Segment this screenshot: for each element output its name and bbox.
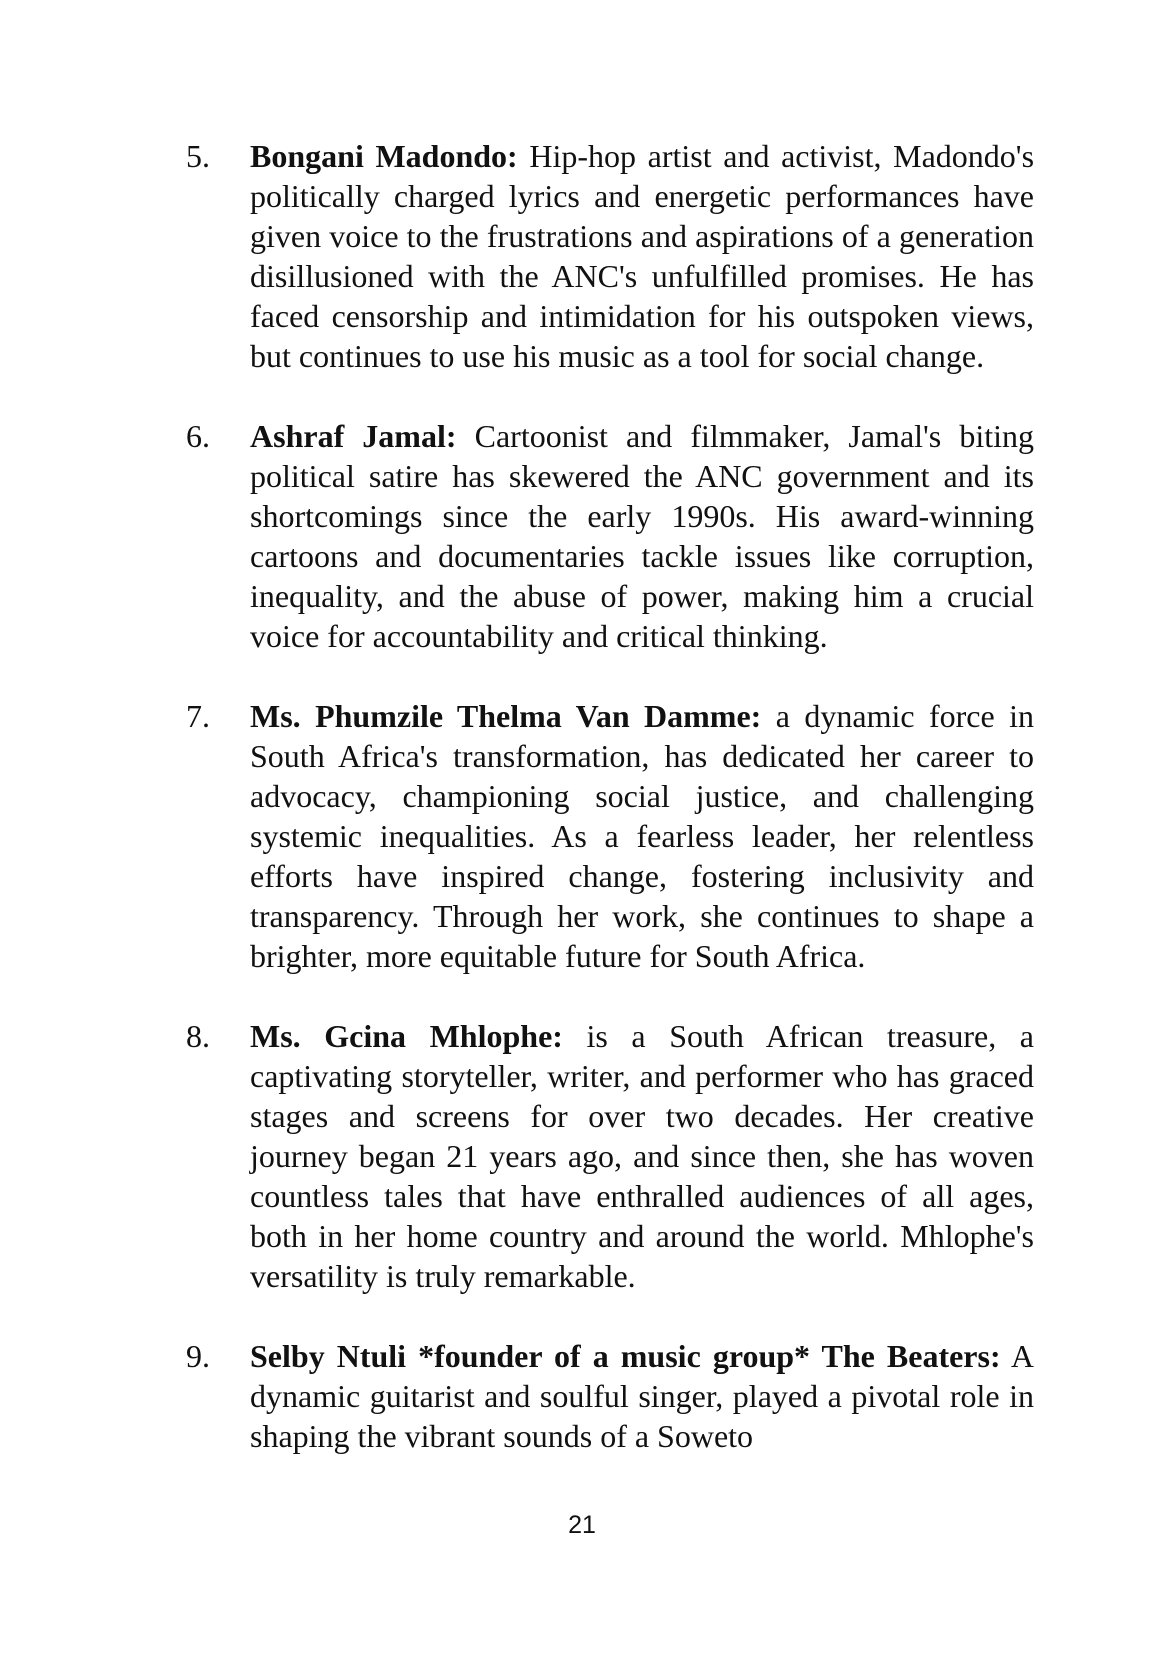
item-number: 9. — [186, 1338, 210, 1374]
item-name: Ms. Gcina Mhlophe: — [250, 1018, 563, 1054]
item-text: A dynamic guitarist and soulful singer, played a pivotal role in shaping the vibrant sounds of a Soweto — [250, 1338, 1035, 1454]
item-name: Ashraf Jamal: — [250, 418, 457, 454]
item-text: is a South African treasure, a captivating storyteller, writer, and performer who has graced stages and screens for over two decades. Her creative journey began 21 years ago, and since then, she has woven countless tales that have enthralled audiences of all ages, both in her home country and around the world. Mhlophe's versatility is truly remarkable. — [250, 1018, 1035, 1294]
list-item — [186, 416, 1034, 656]
list-item — [186, 1336, 1034, 1456]
list-item — [186, 136, 1034, 376]
item-number: 8. — [186, 1018, 210, 1054]
list-item — [186, 696, 1034, 976]
item-name: Ms. Phumzile Thelma Van Damme: — [250, 698, 762, 734]
numbered-list — [186, 136, 1034, 1496]
page-number: 21 — [568, 1511, 596, 1539]
item-text: Cartoonist and filmmaker, Jamal's biting political satire has skewered the ANC government and its shortcomings since the early 1990s. His award-winning cartoons and documentaries tackle issues like corruption, inequality, and the abuse of power, making him a crucial voice for accountability and critical thinking. — [250, 418, 1035, 654]
item-number: 7. — [186, 698, 210, 734]
item-text: Hip-hop artist and activist, Madondo's politically charged lyrics and energetic performances have given voice to the frustrations and aspirations of a generation disillusioned with the ANC's unfulfilled promises. He has faced censorship and intimidation for his outspoken views, but continues to use his music as a tool for social change. — [250, 138, 1035, 374]
list-item — [186, 1016, 1034, 1296]
item-number: 6. — [186, 418, 210, 454]
item-name: Selby Ntuli *founder of a music group* The Beaters: — [250, 1338, 1001, 1374]
item-number: 5. — [186, 138, 210, 174]
item-name: Bongani Madondo: — [250, 138, 518, 174]
item-text: a dynamic force in South Africa's transformation, has dedicated her career to advocacy, championing social justice, and challenging systemic inequalities. As a fearless leader, her relentless efforts have inspired change, fostering inclusivity and transparency. Through her work, she continues to shape a brighter, more equitable future for South Africa. — [250, 698, 1034, 974]
